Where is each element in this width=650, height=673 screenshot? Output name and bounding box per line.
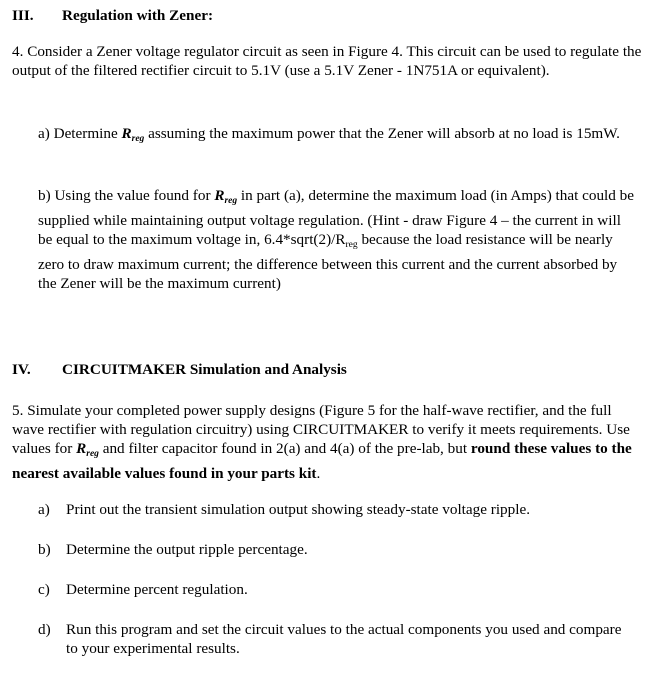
q5-text-post: . xyxy=(316,465,321,482)
q5-bold-instruction: round these values to the nearest available values found in your parts kit xyxy=(12,440,632,482)
list-item xyxy=(38,500,638,519)
q4b-text-pre: b) Using the value found for xyxy=(38,187,215,204)
list-item-text: Determine percent regulation. xyxy=(66,581,248,598)
list-item xyxy=(38,580,638,599)
r-subscript: reg xyxy=(131,134,145,144)
question-4-paragraph: 4. Consider a Zener voltage regulator circuit as seen in Figure 4. This circuit can be used to regulate the output of the filtered rectifier circuit to 5.1V (use a 5.1V Zener - 1N751A or equivalent). xyxy=(12,43,642,79)
list-item xyxy=(38,540,638,559)
section-title: Regulation with Zener: xyxy=(62,7,214,24)
r-reg-symbol xyxy=(122,125,145,142)
q4a-text-pre: a) Determine xyxy=(38,125,122,142)
section-numeral: IV. xyxy=(12,361,31,378)
r-reg-symbol xyxy=(76,440,99,457)
list-item xyxy=(38,620,638,658)
list-item-label: d) xyxy=(38,621,51,638)
question-4a-paragraph xyxy=(38,124,638,149)
q5-text-pre: 5. Simulate your completed power supply designs (Figure 5 for the half-wave rectifier, and the full wave rectifier with regulation circuitry) using CIRCUITMAKER to verify it meets requirements. Use values for xyxy=(12,402,630,457)
r-letter: R xyxy=(76,440,87,457)
r-letter: R xyxy=(214,187,225,204)
q4b-text-mid: in part (a), determine the maximum load (in Amps) that could be supplied while maintaining output voltage regulation. (Hint - draw Figure 4 – the current in will be equal to the maximum voltage in, 6.4*sqrt(2)/R xyxy=(38,187,635,248)
section-heading-iv xyxy=(12,360,347,379)
section-heading-iii xyxy=(12,6,213,25)
list-item-text: Print out the transient simulation output showing steady-state voltage ripple. xyxy=(66,501,530,518)
r-subscript: reg xyxy=(86,449,99,459)
question-5-paragraph xyxy=(12,401,646,483)
list-item-label: c) xyxy=(38,581,50,598)
q5-text-mid: and filter capacitor found in 2(a) and 4(a) of the pre-lab, but xyxy=(98,440,471,457)
r-subscript: reg xyxy=(224,196,238,206)
r-reg-symbol xyxy=(214,187,237,204)
r-subscript-small: reg xyxy=(345,240,358,250)
section-numeral: III. xyxy=(12,7,34,24)
list-item-label: a) xyxy=(38,501,50,518)
q4b-text-post: because the load resistance will be nearly zero to draw maximum current; the difference between this current and the current absorbed by the Zener will be the maximum current) xyxy=(38,231,618,292)
question-4b-paragraph xyxy=(38,186,638,293)
list-item-label: b) xyxy=(38,541,51,558)
q4a-text-post: assuming the maximum power that the Zener will absorb at no load is 15mW. xyxy=(144,125,620,142)
r-letter: R xyxy=(121,125,132,142)
list-item-text: Determine the output ripple percentage. xyxy=(66,541,308,558)
list-item-text: Run this program and set the circuit values to the actual components you used and compare to your experimental results. xyxy=(66,621,622,657)
section-title: CIRCUITMAKER Simulation and Analysis xyxy=(62,361,347,378)
